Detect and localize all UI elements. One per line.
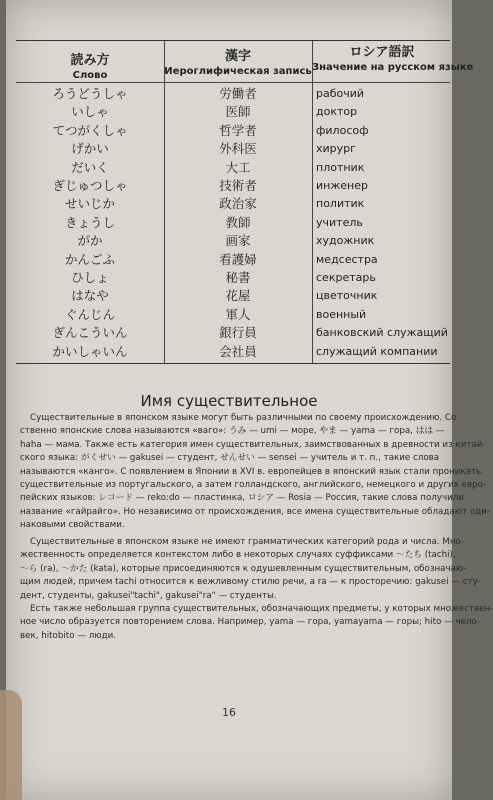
translation-cell: цветочник [316, 289, 378, 303]
translation-cell: секретарь [316, 271, 376, 284]
text-line: век, hitobito — люди. [20, 630, 117, 641]
header-kanji-ru: Иероглифическая запись [164, 66, 312, 77]
translation-cell: медсестра [316, 252, 378, 266]
paragraph-plurality [20, 536, 493, 643]
kanji-cell: 銀行員 [219, 325, 257, 341]
reading-cell: せいじか [64, 196, 115, 212]
translation-cell: военный [316, 307, 367, 321]
translation-cell: художник [316, 234, 375, 248]
reading-cell: ぎんこういん [52, 325, 128, 341]
table-row [16, 269, 450, 287]
text-line: дент, студенты, gakusei"tachi", gakusei"ra" — студенты. [20, 590, 277, 601]
table-row [16, 122, 450, 140]
section-title: Имя существительное [140, 392, 318, 410]
text-line: ского языка: がくせい — gakusei — студент, せんせい — sensei — учитель и т. п., такие слова [20, 453, 440, 464]
table-row [16, 140, 450, 158]
kanji-cell: 外科医 [219, 141, 257, 157]
header-divider [16, 82, 450, 83]
translation-cell: инженер [316, 179, 368, 192]
translation-cell: плотник [316, 160, 365, 174]
kanji-cell: 軍人 [225, 306, 251, 322]
text-line: Есть также небольшая группа существительных, обозначающих предметы, у которых множествен- [30, 604, 493, 615]
kanji-cell: 大工 [225, 159, 251, 175]
reading-cell: てつがくしゃ [52, 122, 128, 138]
text-line: щим людей, причем tachi относится к вежливому стилю речи, а ra — к просторечию: gakusei — сту- [20, 577, 481, 588]
kanji-cell: 秘書 [225, 270, 251, 285]
table-row [16, 306, 450, 324]
text-line: название «гайрайго». Но независимо от происхождения, все имена существительные обладают оди- [20, 506, 490, 517]
text-line: пейских языков: レコード — reko:do — пластинка, ロシア — Rosia — Россия, такие слова получили [20, 493, 464, 504]
paragraph-origins [20, 412, 490, 533]
text-line: ное число образуется повторением слова. Например, yama — гора, yamayama — горы; hito — чело- [20, 617, 480, 628]
reading-cell: かんごふ [64, 251, 115, 267]
header-translation-ru: Значение на русском языке [312, 62, 474, 73]
kanji-cell: 技術者 [219, 178, 257, 193]
text-line: ственно японские слова называются «ваго»: うみ — umi — море, やま — yama — гора, はは — [20, 426, 445, 437]
header-kanji [164, 45, 312, 77]
table-row [16, 232, 450, 250]
reading-cell: はなや [71, 288, 109, 304]
kanji-cell: 画家 [225, 233, 251, 249]
translation-cell: служащий компании [316, 344, 438, 358]
text-line: жественность определяется контекстом либо в некоторых случаях суффиксами 〜たち (tachi), [20, 550, 456, 561]
reading-cell: ろうどうしゃ [52, 86, 128, 101]
table-row [16, 251, 450, 269]
table-row [16, 195, 450, 213]
text-line: Существительные в японском языке не имеют грамматических категорий рода и числа. Мно- [30, 537, 464, 547]
kanji-cell: 会社員 [219, 343, 257, 359]
translation-cell: рабочий [316, 87, 365, 100]
text-line: наковыми свойствами. [20, 520, 125, 531]
reading-cell: かいしゃいん [52, 343, 128, 359]
table-row [16, 214, 450, 232]
reading-cell: ぎじゅつしゃ [52, 178, 128, 193]
kanji-cell: 医師 [225, 104, 251, 120]
translation-cell: учитель [316, 215, 363, 229]
reading-cell: ひしょ [71, 270, 109, 285]
text-line: существительные из португальского, а затем голландского, английского, немецкого и других евро- [20, 480, 487, 491]
translation-cell: доктор [316, 105, 358, 119]
header-reading-jp: 読み方 [70, 53, 110, 68]
translation-cell: банковский служащий [316, 326, 448, 340]
header-reading-ru: Слово [72, 70, 108, 81]
translation-cell: политик [316, 197, 365, 211]
translation-cell: хирург [316, 142, 356, 156]
reading-cell: きょうし [64, 214, 115, 230]
reading-cell: げかい [71, 141, 109, 157]
text-line: 〜ら (ra), 〜かた (kata), которые присоединяются к одушевленным существительным, обозначаю- [20, 563, 467, 574]
page-number: 16 [222, 706, 236, 719]
text-line: Существительные в японском языке могут быть различными по своему происхождению. Со [30, 413, 457, 423]
reading-cell: がか [77, 233, 103, 249]
kanji-cell: 哲学者 [219, 122, 257, 138]
kanji-cell: 政治家 [219, 196, 257, 212]
translation-cell: философ [316, 123, 369, 137]
table-row [16, 85, 450, 103]
table-row [16, 343, 450, 361]
reading-cell: いしゃ [71, 104, 109, 120]
table-row [16, 159, 450, 177]
text-line: называются «канго». С появлением в Японии в XVI в. европейцев в японский язык стали проникать [20, 466, 482, 477]
book-page [6, 0, 493, 800]
table-row [16, 177, 450, 195]
kanji-cell: 教師 [225, 214, 251, 230]
table-row [16, 287, 450, 305]
kanji-cell: 花屋 [225, 288, 251, 304]
kanji-cell: 看護婦 [219, 251, 257, 267]
text-line: haha — мама. Также есть категория имен существительных, заимствованных в древности из китай- [20, 439, 486, 450]
kanji-cell: 労働者 [219, 86, 257, 101]
header-reading [16, 49, 164, 81]
header-translation-jp: ロシア語訳 [349, 45, 415, 60]
header-translation [312, 41, 474, 73]
table-row [16, 103, 450, 121]
header-kanji-jp: 漢字 [224, 49, 251, 64]
vocabulary-table [16, 40, 474, 364]
reading-cell: だいく [71, 159, 109, 175]
reading-cell: ぐんじん [64, 306, 115, 322]
thumb [0, 690, 22, 800]
table-row [16, 324, 450, 342]
